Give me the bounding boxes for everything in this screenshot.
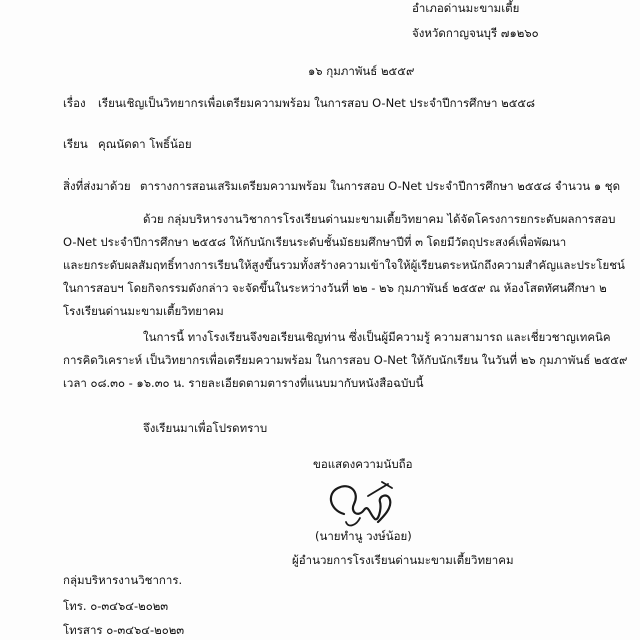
paragraph-1-line-2: O-Net ประจำปีการศึกษา ๒๕๕๘ ให้กับนักเรียนระดับชั้นมัธยมศึกษาปีที่ ๓ โดยมีวัตถุประสงค์เพื่อพัฒนา (63, 235, 567, 249)
paragraph-2-line-3: เวลา ๐๘.๓๐ - ๑๖.๓๐ น. รายละเอียดตามตารางที่แนบมากับหนังสือฉบับนี้ (63, 376, 424, 390)
closing-salutation: ขอแสดงความนับถือ (313, 457, 413, 471)
address-line-1: อำเภอด่านมะขามเตี้ย (412, 1, 520, 15)
signer-position: ผู้อำนวยการโรงเรียนด่านมะขามเตี้ยวิทยาคม (292, 553, 514, 567)
address-line-2: จังหวัดกาญจนบุรี ๗๑๒๖๐ (412, 26, 539, 40)
letter-date: ๑๖ กุมภาพันธ์ ๒๕๕๙ (308, 64, 415, 78)
subject-text: เรียนเชิญเป็นวิทยากรเพื่อเตรียมความพร้อม ในการสอบ O-Net ประจำปีการศึกษา ๒๕๕๘ (98, 96, 535, 110)
handwritten-signature (308, 478, 428, 530)
recipient-name: คุณนัดดา โพธิ์น้อย (98, 137, 192, 151)
paragraph-1-line-4: ในการสอบฯ โดยกิจกรรมดังกล่าว จะจัดขึ้นในระหว่างวันที่ ๒๒ - ๒๖ กุมภาพันธ์ ๒๕๕๙ ณ ห้องโสตทัศนศึกษา ๒ (63, 281, 607, 295)
paragraph-2-line-1: ในการนี้ ทางโรงเรียนจึงขอเรียนเชิญท่าน ซึ่งเป็นผู้มีความรู้ ความสามารถ และเชี่ยวชาญเทคนิค (143, 330, 611, 344)
paragraph-1-line-3: และยกระดับผลสัมฤทธิ์ทางการเรียนให้สูงขึ้นรวมทั้งสร้างความเข้าใจให้ผู้เรียนตระหนักถึงความสำคัญและประโยชน์ (63, 258, 625, 272)
subject-label: เรื่อง (63, 96, 86, 110)
footer-department: กลุ่มบริหารงานวิชาการ. (63, 573, 183, 587)
enclosure-label: สิ่งที่ส่งมาด้วย (63, 179, 131, 193)
footer-fax: โทรสาร ๐-๓๔๖๔-๒๐๒๓ (63, 623, 185, 637)
closing-sentence: จึงเรียนมาเพื่อโปรดทราบ (143, 421, 268, 435)
paragraph-1-line-1: ด้วย กลุ่มบริหารงานวิชาการโรงเรียนด่านมะขามเตี้ยวิทยาคม ได้จัดโครงการยกระดับผลการสอบ (143, 212, 616, 226)
footer-phone: โทร. ๐-๓๔๖๔-๒๐๒๓ (63, 599, 169, 613)
signer-name: (นายทำนู วงษ์น้อย) (315, 529, 412, 543)
paragraph-1-line-5: โรงเรียนด่านมะขามเตี้ยวิทยาคม (63, 304, 224, 318)
paragraph-2-line-2: การคิดวิเคราะห์ เป็นวิทยากรเพื่อเตรียมความพร้อม ในการสอบ O-Net ให้กับนักเรียน ในวันที่ ๒๖ กุมภาพันธ์ ๒๕๕๙ (63, 353, 628, 367)
recipient-label: เรียน (63, 137, 88, 151)
enclosure-text: ตารางการสอนเสริมเตรียมความพร้อม ในการสอบ O-Net ประจำปีการศึกษา ๒๕๕๘ จำนวน ๑ ชุด (140, 179, 621, 193)
